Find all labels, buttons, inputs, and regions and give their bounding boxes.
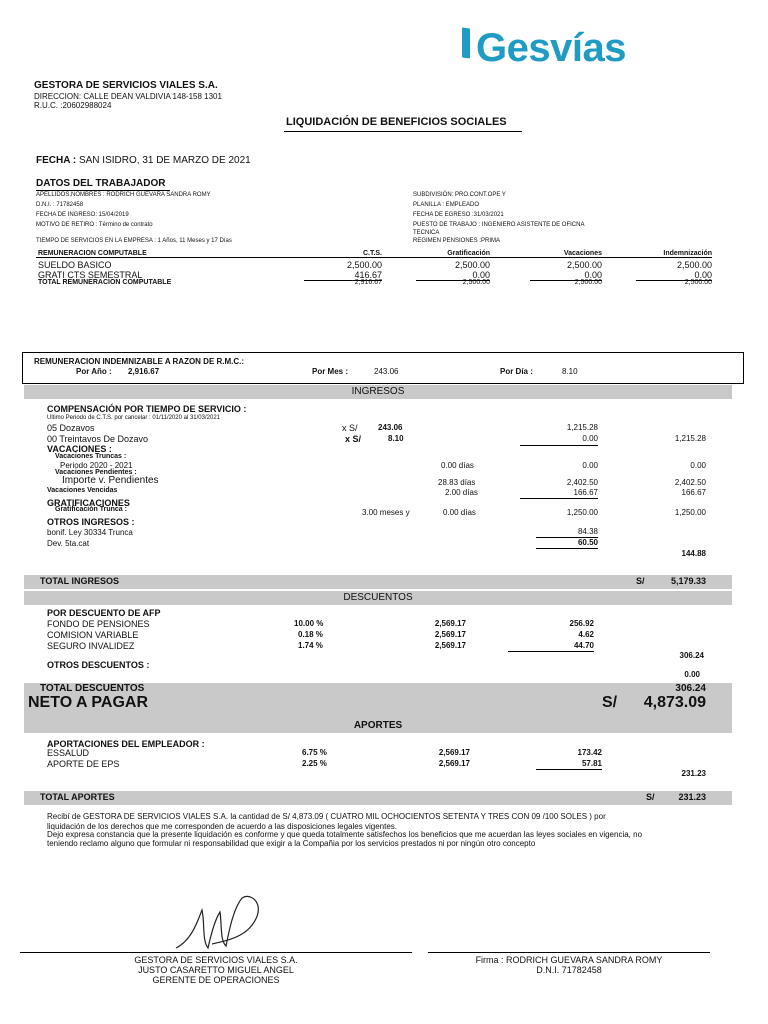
fecha-label: FECHA : bbox=[36, 155, 77, 166]
importe-dias: 28.83 días bbox=[438, 478, 476, 487]
treintavos-rate: 8.10 bbox=[388, 434, 404, 443]
remun-total-cts: 2,916.67 bbox=[354, 279, 382, 286]
indemn-por-dia-label: Por Día : bbox=[500, 367, 533, 376]
document-title: LIQUIDACIÓN DE BENEFICIOS SOCIALES bbox=[286, 116, 507, 128]
firma-empresa-l1: GESTORA DE SERVICIOS VIALES S.A. bbox=[134, 955, 298, 965]
total-aportes-label: TOTAL APORTES bbox=[40, 792, 115, 802]
vac-pendientes-label: Vacaciones Pendientes : bbox=[55, 469, 137, 476]
worker-puesto-2: TECNICA bbox=[413, 230, 440, 236]
treintavos-label: 00 Treintavos De Dozavo bbox=[47, 434, 149, 444]
grat-trunca-label: Gratificación Trunca : bbox=[55, 506, 127, 513]
aportes-row-1-label: ESSALUD bbox=[47, 748, 90, 758]
total-ingresos-bar bbox=[24, 575, 732, 589]
bonif-label: bonif. Ley 30334 Trunca bbox=[47, 528, 133, 537]
worker-planilla: PLANILLA : EMPLEADO bbox=[413, 202, 480, 208]
logo-text: Gesvías bbox=[476, 26, 626, 70]
afp-row-3-pct: 1.74 % bbox=[298, 641, 323, 650]
importe-amount: 2,402.50 bbox=[566, 478, 598, 487]
remun-total-label: TOTAL REMUNERACION COMPUTABLE bbox=[38, 279, 172, 286]
aportes-bar-label: APORTES bbox=[353, 720, 403, 731]
remun-total-grati: 2,500.00 bbox=[462, 279, 490, 286]
aportaciones-title: APORTACIONES DEL EMPLEADOR : bbox=[47, 739, 205, 749]
indemn-por-ano-label: Por Año : bbox=[76, 367, 112, 376]
total-ingresos-value: 5,179.33 bbox=[670, 576, 706, 586]
indemn-por-dia: 8.10 bbox=[562, 367, 578, 376]
remun-header-grati: Gratificación bbox=[447, 250, 490, 257]
afp-row-1-amount: 256.92 bbox=[569, 619, 594, 628]
remun-header-vac: Vacaciones bbox=[563, 250, 602, 257]
otros-ingresos-total: 144.88 bbox=[681, 549, 706, 558]
worker-puesto: PUESTO DE TRABAJO : INGENIERO ASISTENTE DE OFICNA bbox=[413, 222, 585, 228]
remun-row-2-vac: 0.00 bbox=[584, 270, 602, 280]
worker-fecha-ingreso: FECHA DE INGRESO: 15/04/2019 bbox=[36, 212, 129, 218]
afp-row-3-label: SEGURO INVALIDEZ bbox=[47, 641, 135, 651]
dozavos-x: x S/ bbox=[342, 423, 358, 433]
vencidas-amount: 166.67 bbox=[573, 488, 598, 497]
treintavos-amount: 0.00 bbox=[582, 434, 598, 443]
worker-regimen: REGIMEN PENSIONES :PRIMA bbox=[413, 238, 501, 244]
cts-title: COMPENSACIÓN POR TIEMPO DE SERVICIO : bbox=[47, 404, 247, 414]
remun-row-1-grati: 2,500.00 bbox=[454, 260, 490, 270]
grat-amount: 1,250.00 bbox=[566, 508, 598, 517]
grat-title: GRATIFICACIONES bbox=[47, 498, 130, 508]
aportes-row-2-pct: 2.25 % bbox=[302, 759, 327, 768]
worker-section-title: DATOS DEL TRABAJADOR bbox=[36, 178, 166, 189]
grat-total: 1,250.00 bbox=[674, 508, 706, 517]
dozavos-rate: 243.06 bbox=[378, 423, 403, 432]
dev-label: Dev. 5ta.cat bbox=[47, 539, 90, 548]
remun-header-label: REMUNERACION COMPUTABLE bbox=[38, 250, 147, 257]
otros-descuentos-title: OTROS DESCUENTOS : bbox=[47, 660, 150, 670]
neto-a-pagar-label: NETO A PAGAR bbox=[28, 694, 149, 711]
afp-row-1-label: FONDO DE PENSIONES bbox=[47, 619, 150, 629]
bonif-amount: 84.38 bbox=[577, 527, 598, 536]
total-ingresos-currency: S/ bbox=[636, 576, 645, 586]
periodo-amount: 0.00 bbox=[582, 461, 598, 470]
recibi-line-1: Recibí de GESTORA DE SERVICIOS VIALES S.A. la cantidad de S/ 4,873.09 ( CUATRO MIL OCHOCIENTOS SETENTA Y TRES CON 09 /100 SOLES ) por bbox=[47, 812, 606, 821]
firma-trabajador-l1: Firma : RODRICH GUEVARA SANDRA ROMY bbox=[475, 955, 663, 965]
firma-empresa-l2: JUSTO CASARETTO MIGUEL ANGEL bbox=[138, 965, 294, 975]
remun-row-1-indemn: 2,500.00 bbox=[676, 260, 712, 270]
vencidas-total: 166.67 bbox=[681, 488, 706, 497]
remun-row-2-grati: 0.00 bbox=[472, 270, 490, 280]
dev-amount: 60.50 bbox=[577, 538, 598, 547]
otros-ingresos-title: OTROS INGRESOS : bbox=[47, 517, 135, 527]
worker-subdivision: SUBDIVISIÓN: PRO.CONT.OPE Y bbox=[413, 192, 506, 198]
indemn-por-mes-label: Por Mes : bbox=[312, 367, 349, 376]
firma-empresa-l3: GERENTE DE OPERACIONES bbox=[152, 975, 280, 985]
total-ingresos-label: TOTAL INGRESOS bbox=[40, 576, 120, 586]
total-aportes-bar bbox=[24, 791, 732, 805]
total-descuentos-label: TOTAL DESCUENTOS bbox=[40, 683, 145, 694]
company-address: DIRECCION: CALLE DEAN VALDIVIA 148-158 1301 bbox=[34, 92, 222, 101]
vencidas-label: Vacaciones Vencidas bbox=[47, 487, 118, 494]
afp-row-1-base: 2,569.17 bbox=[434, 619, 466, 628]
ingresos-bar-label: INGRESOS bbox=[351, 386, 405, 397]
signature-scribble bbox=[172, 890, 268, 956]
importe-label: Importe v. Pendientes bbox=[62, 475, 159, 486]
worker-fecha-egreso: FECHA DE EGRESO :31/03/2021 bbox=[413, 212, 504, 218]
remun-header-cts: C.T.S. bbox=[362, 250, 382, 257]
company-logo bbox=[460, 26, 626, 71]
aportes-row-1-pct: 6.75 % bbox=[302, 748, 327, 757]
afp-row-2-amount: 4.62 bbox=[578, 630, 594, 639]
afp-row-2-label: COMISION VARIABLE bbox=[47, 630, 139, 640]
recibi-line-4: teniendo reclamo alguno que formular ni responsabilidad que exigir a la Compañia por los servicios prestados ni por ningún otro concepto bbox=[47, 839, 536, 848]
cts-periodo: Ultimo Periodo de C.T.S. por cancelar : 01/11/2020 al 31/03/2021 bbox=[47, 415, 220, 421]
remun-row-2-indemn: 0.00 bbox=[694, 270, 712, 280]
indemn-title: REMUNERACION INDEMNIZABLE A RAZON DE R.M.C.: bbox=[34, 357, 245, 366]
aportes-row-2-amount: 57.81 bbox=[581, 759, 602, 768]
neto-a-pagar-value: 4,873.09 bbox=[643, 694, 706, 711]
remun-row-1-vac: 2,500.00 bbox=[566, 260, 602, 270]
remun-row-2-cts: 416.67 bbox=[354, 270, 382, 280]
aportes-subtotal: 231.23 bbox=[681, 769, 706, 778]
remun-row-2-label: GRATI CTS SEMESTRAL bbox=[38, 270, 143, 280]
aportes-row-2-label: APORTE DE EPS bbox=[47, 759, 120, 769]
afp-total: 306.24 bbox=[679, 651, 704, 660]
afp-row-2-pct: 0.18 % bbox=[298, 630, 323, 639]
aportes-row-1-base: 2,569.17 bbox=[438, 748, 470, 757]
fecha-row bbox=[36, 155, 251, 166]
recibi-line-3: Dejo expresa constancia que la presente liquidación es conforme y que queda totalmente satisfechos los beneficios que me acuerdan las leyes sociales en vigencia, no bbox=[47, 830, 643, 839]
afp-row-2-base: 2,569.17 bbox=[434, 630, 466, 639]
dozavos-label: 05 Dozavos bbox=[47, 423, 95, 433]
vac-truncas-label: Vacaciones Truncas : bbox=[55, 453, 127, 460]
firma-trabajador-l2: D.N.I. 71782458 bbox=[536, 965, 602, 975]
neto-currency: S/ bbox=[602, 694, 618, 711]
total-aportes-value: 231.23 bbox=[678, 792, 706, 802]
worker-dni: D.N.I. : 71782458 bbox=[36, 202, 84, 208]
fecha-value: SAN ISIDRO, 31 DE MARZO DE 2021 bbox=[78, 155, 251, 166]
aportes-row-1-amount: 173.42 bbox=[577, 748, 602, 757]
remun-row-1-cts: 2,500.00 bbox=[346, 260, 382, 270]
otros-descuentos-total: 0.00 bbox=[684, 670, 700, 679]
worker-motivo: MOTIVO DE RETIRO : Término de contrato bbox=[36, 222, 153, 228]
cts-total: 1,215.28 bbox=[674, 434, 706, 443]
worker-names: APELLIDOS,NOMBRES : RODRICH GUEVARA SANDRA ROMY bbox=[36, 192, 211, 198]
company-ruc: R.U.C. :20602988024 bbox=[34, 101, 112, 110]
afp-row-3-base: 2,569.17 bbox=[434, 641, 466, 650]
afp-row-3-amount: 44.70 bbox=[573, 641, 594, 650]
afp-row-1-pct: 10.00 % bbox=[294, 619, 324, 628]
vencidas-dias: 2.00 días bbox=[445, 488, 478, 497]
recibi-line-2: liquidación de los derechos que me corresponden de acuerdo a las disposiciones legales vigentes. bbox=[47, 822, 397, 831]
total-aportes-currency: S/ bbox=[646, 792, 655, 802]
remun-total-vac: 2,500.00 bbox=[574, 279, 602, 286]
periodo-label: Periodo 2020 - 2021 bbox=[60, 461, 133, 470]
indemn-por-mes: 243.06 bbox=[374, 367, 399, 376]
dozavos-amount: 1,215.28 bbox=[566, 423, 598, 432]
vacaciones-title: VACACIONES : bbox=[47, 444, 112, 454]
grat-dias: 0.00 días bbox=[443, 508, 476, 517]
indemn-por-ano: 2,916.67 bbox=[128, 367, 160, 376]
remun-header-indemn: Indemnización bbox=[663, 250, 712, 257]
total-descuentos-value: 306.24 bbox=[675, 683, 706, 694]
aportes-row-2-base: 2,569.17 bbox=[438, 759, 470, 768]
periodo-total: 0.00 bbox=[690, 461, 706, 470]
afp-title: POR DESCUENTO DE AFP bbox=[47, 608, 161, 618]
importe-total: 2,402.50 bbox=[674, 478, 706, 487]
company-name: GESTORA DE SERVICIOS VIALES S.A. bbox=[34, 80, 218, 91]
grat-meses: 3.00 meses y bbox=[362, 508, 410, 517]
remun-row-1-label: SUELDO BASICO bbox=[38, 260, 112, 270]
descuentos-bar-label: DESCUENTOS bbox=[343, 592, 413, 603]
worker-tiempo: TIEMPO DE SERVICIOS EN LA EMPRESA : 1 Años, 11 Meses y 17 Días bbox=[36, 238, 232, 244]
remun-total-indemn: 2,500.00 bbox=[684, 279, 712, 286]
periodo-dias: 0.00 días bbox=[441, 461, 474, 470]
treintavos-x: x S/ bbox=[345, 434, 362, 444]
